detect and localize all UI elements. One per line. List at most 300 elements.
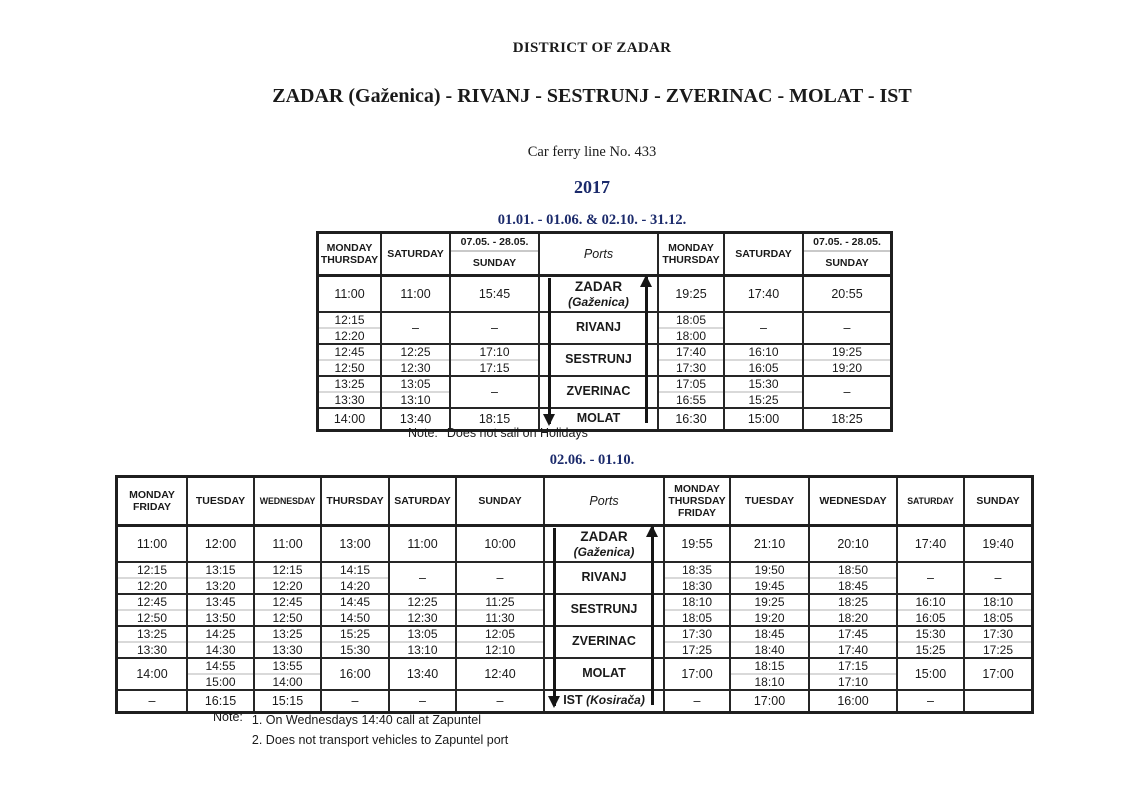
- time-cell: [803, 376, 892, 408]
- day-label: SATURDAY: [394, 495, 451, 507]
- time-value: –: [419, 570, 426, 585]
- day-column-header: [389, 477, 456, 526]
- time-cell: [964, 690, 1033, 713]
- time-cell: [321, 594, 389, 626]
- time-value: 14:00: [333, 411, 366, 426]
- port-cell: [544, 626, 664, 658]
- time-value: 11:00: [400, 286, 431, 301]
- time-value: 12:25: [382, 345, 449, 361]
- time-value: 17:25: [681, 642, 713, 657]
- time-cell: [381, 344, 450, 376]
- time-value: 15:45: [478, 286, 511, 301]
- time-value: 19:25: [675, 286, 707, 301]
- day-label: SATURDAY: [735, 248, 792, 260]
- day-label: TUESDAY: [195, 495, 246, 507]
- port-subname: (Gaženica): [573, 545, 635, 560]
- time-value: 18:15: [731, 659, 808, 675]
- time-cell: [450, 312, 539, 344]
- time-value: 17:05: [659, 377, 723, 393]
- time-value: 16:10: [898, 595, 963, 611]
- time-value: 18:15: [478, 411, 511, 426]
- time-cell: [964, 626, 1033, 658]
- time-cell: [664, 626, 730, 658]
- time-value: 17:45: [810, 627, 896, 643]
- time-value: 16:55: [675, 392, 707, 407]
- time-cell: [664, 690, 730, 713]
- time-cell: [964, 658, 1033, 690]
- time-value: 18:10: [665, 595, 729, 611]
- time-value: 18:25: [810, 595, 896, 611]
- time-value: 17:15: [479, 360, 510, 375]
- time-value: –: [927, 693, 934, 708]
- port-name: [545, 693, 663, 708]
- time-cell: [318, 344, 382, 376]
- time-value: 14:00: [272, 674, 303, 689]
- port-name: ZVERINAC: [566, 384, 631, 398]
- day-label: MONDAY: [326, 242, 373, 254]
- ferry-line-subtitle: Car ferry line No. 433: [527, 144, 657, 160]
- district-title: DISTRICT OF ZADAR: [512, 40, 672, 56]
- time-value: 18:10: [965, 595, 1031, 611]
- time-value: 13:55: [255, 659, 320, 675]
- time-cell: [381, 312, 450, 344]
- port-name: ZADAR: [580, 529, 628, 545]
- period-2-heading: 02.06. - 01.10.: [549, 452, 635, 468]
- time-value: 17:40: [659, 345, 723, 361]
- time-value: 15:15: [271, 693, 304, 708]
- port-name: RIVANJ: [581, 570, 627, 584]
- time-cell: [456, 594, 544, 626]
- time-cell: [809, 594, 897, 626]
- time-cell: [254, 658, 321, 690]
- time-value: 17:30: [675, 360, 707, 375]
- time-value: 13:20: [205, 578, 236, 593]
- time-cell: [318, 408, 382, 431]
- time-value: 13:40: [399, 411, 432, 426]
- note-label: Note:: [213, 710, 243, 724]
- time-cell: [187, 594, 254, 626]
- ports-column-header: Ports: [544, 477, 664, 526]
- time-cell: [724, 276, 803, 312]
- time-value: 13:05: [390, 627, 455, 643]
- time-cell: [658, 408, 724, 431]
- header-row: [117, 477, 1033, 526]
- day-label: THURSDAY: [668, 495, 726, 507]
- port-name: ZVERINAC: [572, 634, 636, 648]
- time-value: –: [496, 693, 504, 708]
- time-cell: [117, 526, 188, 562]
- time-value: –: [148, 693, 156, 708]
- time-value: 17:25: [982, 642, 1014, 657]
- date-range-label: 07.05. - 28.05.: [451, 234, 538, 252]
- time-value: 18:35: [665, 563, 729, 579]
- time-cell: [389, 562, 456, 594]
- time-value: 14:30: [205, 642, 236, 657]
- port-cell: [539, 312, 658, 344]
- time-cell: [450, 376, 539, 408]
- time-value: 16:05: [748, 360, 779, 375]
- time-cell: [897, 594, 964, 626]
- time-value: 12:10: [484, 642, 516, 657]
- time-value: 17:00: [681, 666, 713, 681]
- time-value: 15:00: [205, 674, 236, 689]
- time-value: 18:00: [675, 328, 707, 343]
- period-1-heading: 01.01. - 01.06. & 02.10. - 31.12.: [497, 212, 687, 228]
- time-value: 12:20: [272, 578, 303, 593]
- time-value: 11:00: [407, 536, 438, 551]
- time-cell: [897, 626, 964, 658]
- time-cell: [964, 526, 1033, 562]
- time-cell: [730, 690, 809, 713]
- time-value: 20:55: [831, 286, 863, 301]
- time-value: 12:45: [319, 345, 380, 361]
- day-column-header: [964, 477, 1033, 526]
- time-value: 19:45: [754, 578, 785, 593]
- time-value: 17:40: [914, 536, 947, 551]
- time-cell: [664, 526, 730, 562]
- time-value: 19:40: [982, 536, 1014, 551]
- time-value: 13:15: [188, 563, 253, 579]
- day-label: SUNDAY: [478, 495, 522, 507]
- time-value: 19:25: [731, 595, 808, 611]
- day-label: FRIDAY: [132, 501, 172, 513]
- time-value: 14:45: [322, 595, 388, 611]
- time-cell: [389, 626, 456, 658]
- time-cell: [897, 562, 964, 594]
- time-cell: [803, 276, 892, 312]
- time-cell: [724, 344, 803, 376]
- time-value: 16:15: [204, 693, 237, 708]
- time-value: 11:25: [457, 595, 543, 611]
- day-label: SUNDAY: [976, 495, 1020, 507]
- time-value: 10:00: [484, 536, 516, 551]
- day-label: TUESDAY: [744, 495, 795, 507]
- time-value: 14:00: [136, 666, 168, 681]
- time-value: 13:45: [188, 595, 253, 611]
- time-cell: [254, 562, 321, 594]
- time-value: 17:00: [982, 666, 1014, 681]
- day-label: SUNDAY: [472, 256, 517, 269]
- time-value: 16:30: [675, 411, 707, 426]
- time-value: 13:05: [382, 377, 449, 393]
- time-cell: [664, 658, 730, 690]
- day-column-header: [730, 477, 809, 526]
- time-value: 13:30: [334, 392, 365, 407]
- day-column-header: [724, 233, 803, 276]
- time-value: 21:10: [753, 536, 786, 551]
- time-value: 19:50: [731, 563, 808, 579]
- time-cell: [321, 658, 389, 690]
- time-value: 19:55: [681, 536, 713, 551]
- time-value: 13:50: [205, 610, 236, 625]
- time-value: 12:50: [272, 610, 303, 625]
- timetable-row: [117, 626, 1033, 658]
- time-value: 18:40: [754, 642, 785, 657]
- time-value: 13:25: [319, 377, 380, 393]
- time-cell: [664, 562, 730, 594]
- time-cell: [724, 312, 803, 344]
- time-cell: [450, 344, 539, 376]
- time-value: 12:15: [255, 563, 320, 579]
- time-value: 13:40: [406, 666, 439, 681]
- day-column-header: [318, 233, 382, 276]
- time-cell: [117, 626, 188, 658]
- time-value: 14:25: [188, 627, 253, 643]
- port-cell: [544, 690, 664, 713]
- time-value: 15:30: [725, 377, 802, 393]
- time-cell: [730, 658, 809, 690]
- port-cell: [539, 344, 658, 376]
- time-cell: [254, 526, 321, 562]
- time-value: –: [693, 693, 701, 708]
- port-name: MOLAT: [576, 411, 621, 426]
- time-value: 14:55: [188, 659, 253, 675]
- time-value: –: [843, 320, 851, 335]
- time-value: 13:30: [136, 642, 168, 657]
- port-cell: [544, 526, 664, 562]
- route-title: ZADAR (Gaženica) - RIVANJ - SESTRUNJ - ZVERINAC - MOLAT - IST: [272, 85, 912, 107]
- timetable-row: [117, 594, 1033, 626]
- time-cell: [381, 276, 450, 312]
- time-value: 11:00: [136, 536, 168, 551]
- time-value: 18:20: [837, 610, 869, 625]
- time-cell: [803, 312, 892, 344]
- time-value: –: [412, 320, 419, 335]
- time-cell: [321, 626, 389, 658]
- time-cell: [664, 594, 730, 626]
- time-cell: [809, 626, 897, 658]
- timetable-row: [117, 526, 1033, 562]
- port-subname: (Gaženica): [568, 295, 629, 310]
- note-summer: [213, 710, 508, 750]
- timetable-row: [318, 312, 892, 344]
- date-range-label: 07.05. - 28.05.: [804, 234, 890, 252]
- time-value: –: [843, 384, 851, 399]
- time-cell: [809, 658, 897, 690]
- time-value: 17:40: [837, 642, 869, 657]
- note-text: Does not sail on Holidays: [446, 426, 588, 440]
- port-cell: [544, 562, 664, 594]
- time-value: 13:25: [255, 627, 320, 643]
- time-value: 11:30: [485, 610, 515, 625]
- time-value: 15:00: [747, 411, 780, 426]
- time-cell: [809, 562, 897, 594]
- time-cell: [456, 562, 544, 594]
- time-value: 12:45: [118, 595, 186, 611]
- time-value: 18:45: [731, 627, 808, 643]
- day-label: MONDAY: [129, 489, 175, 501]
- time-cell: [897, 690, 964, 713]
- time-value: –: [491, 320, 498, 335]
- time-value: 11:00: [334, 286, 365, 301]
- time-value: 19:20: [754, 610, 785, 625]
- time-value: 18:30: [681, 578, 713, 593]
- time-value: 15:30: [898, 627, 963, 643]
- time-cell: [897, 526, 964, 562]
- time-value: 12:45: [255, 595, 320, 611]
- port-cell: [539, 376, 658, 408]
- time-value: 17:10: [837, 674, 869, 689]
- port-name: RIVANJ: [576, 320, 621, 334]
- day-column-header: [117, 477, 188, 526]
- time-cell: [964, 594, 1033, 626]
- time-value: –: [491, 384, 498, 399]
- day-column-header: [664, 477, 730, 526]
- time-cell: [456, 658, 544, 690]
- time-value: 18:45: [837, 578, 869, 593]
- time-cell: [321, 562, 389, 594]
- time-value: 12:00: [204, 536, 237, 551]
- time-cell: [318, 312, 382, 344]
- time-value: 15:25: [748, 392, 779, 407]
- day-column-header: [456, 477, 544, 526]
- time-value: 16:00: [339, 666, 371, 681]
- timetable-row: [117, 658, 1033, 690]
- day-column-header: [450, 233, 539, 276]
- time-cell: [187, 562, 254, 594]
- port-cell: [544, 594, 664, 626]
- time-cell: [730, 626, 809, 658]
- note-winter: [408, 426, 588, 440]
- day-label: WEDNESDAY: [259, 496, 316, 506]
- time-cell: [389, 526, 456, 562]
- port-name: ZADAR: [574, 279, 623, 295]
- time-value: 12:15: [319, 313, 380, 329]
- port-cell: [539, 276, 658, 312]
- note-text: 1. On Wednesdays 14:40 call at Zapuntel: [251, 713, 481, 727]
- time-value: 13:00: [339, 536, 371, 551]
- time-cell: [117, 594, 188, 626]
- time-value: 13:25: [118, 627, 186, 643]
- time-cell: [187, 626, 254, 658]
- time-cell: [809, 526, 897, 562]
- day-column-header: [897, 477, 964, 526]
- timetable-winter-table: [316, 231, 893, 432]
- day-label: WEDNESDAY: [819, 495, 887, 507]
- time-value: 12:50: [136, 610, 168, 625]
- time-value: 12:40: [484, 666, 516, 681]
- time-cell: [456, 526, 544, 562]
- time-value: 17:10: [451, 345, 538, 361]
- note-lines: [252, 710, 508, 750]
- day-label: SATURDAY: [907, 496, 954, 506]
- time-value: 15:30: [339, 642, 371, 657]
- time-value: 14:15: [322, 563, 388, 579]
- time-cell: [187, 526, 254, 562]
- day-label: THURSDAY: [326, 495, 384, 507]
- timetable-winter-wrap: [316, 231, 893, 432]
- time-value: 16:10: [725, 345, 802, 361]
- time-cell: [117, 658, 188, 690]
- day-label: SATURDAY: [387, 248, 444, 260]
- time-value: 17:30: [665, 627, 729, 643]
- time-value: 16:05: [915, 610, 946, 625]
- port-name: SESTRUNJ: [570, 602, 638, 616]
- time-cell: [318, 376, 382, 408]
- time-value: 18:10: [754, 674, 785, 689]
- time-cell: [187, 658, 254, 690]
- timetable-row: [318, 344, 892, 376]
- day-label: THURSDAY: [320, 254, 379, 266]
- time-cell: [724, 376, 803, 408]
- note-text: 2. Does not transport vehicles to Zapuntel port: [251, 733, 509, 747]
- time-value: –: [351, 693, 359, 708]
- time-value: 14:20: [339, 578, 371, 593]
- port-name: SESTRUNJ: [565, 352, 632, 366]
- time-value: 12:20: [136, 578, 168, 593]
- year-heading: 2017: [574, 177, 610, 197]
- note-label: Note:: [408, 426, 438, 440]
- time-value: 15:25: [915, 642, 946, 657]
- time-value: 13:10: [400, 392, 431, 407]
- time-cell: [803, 408, 892, 431]
- time-cell: [803, 344, 892, 376]
- day-column-header: [809, 477, 897, 526]
- day-column-header: [381, 233, 450, 276]
- day-column-header: [321, 477, 389, 526]
- timetable-row: [318, 276, 892, 312]
- time-value: –: [419, 693, 426, 708]
- time-cell: [389, 658, 456, 690]
- time-value: 14:50: [339, 610, 371, 625]
- time-value: 12:25: [390, 595, 455, 611]
- time-cell: [730, 526, 809, 562]
- timetable-row: [117, 562, 1033, 594]
- day-column-header: [254, 477, 321, 526]
- time-cell: [964, 562, 1033, 594]
- time-value: –: [927, 570, 934, 585]
- day-label: FRIDAY: [677, 507, 717, 519]
- time-cell: [389, 594, 456, 626]
- port-subname-text: (Kosirača): [586, 693, 645, 708]
- time-cell: [117, 562, 188, 594]
- time-cell: [658, 344, 724, 376]
- time-value: 15:25: [322, 627, 388, 643]
- time-value: 12:50: [334, 360, 365, 375]
- time-value: 20:10: [837, 536, 869, 551]
- day-column-header: [658, 233, 724, 276]
- day-label: MONDAY: [668, 242, 714, 254]
- time-value: 17:15: [810, 659, 896, 675]
- time-cell: [658, 312, 724, 344]
- header-row: [318, 233, 892, 276]
- time-value: 12:20: [334, 328, 365, 343]
- time-cell: [117, 690, 188, 713]
- timetable-summer-table: [115, 475, 1034, 714]
- time-value: 12:30: [407, 610, 438, 625]
- port-name-text: IST: [563, 693, 583, 708]
- time-value: 19:20: [831, 360, 863, 375]
- time-value: –: [496, 570, 504, 585]
- time-cell: [897, 658, 964, 690]
- time-value: 17:00: [753, 693, 786, 708]
- time-cell: [254, 594, 321, 626]
- time-value: 18:05: [659, 313, 723, 329]
- time-value: 17:40: [747, 286, 780, 301]
- day-column-header: [187, 477, 254, 526]
- time-value: –: [760, 320, 767, 335]
- time-value: 12:30: [400, 360, 431, 375]
- time-cell: [450, 276, 539, 312]
- time-value: 12:15: [118, 563, 186, 579]
- day-column-header: [803, 233, 892, 276]
- time-cell: [809, 690, 897, 713]
- time-cell: [658, 276, 724, 312]
- time-value: 16:00: [837, 693, 869, 708]
- ports-column-header: Ports: [539, 233, 658, 276]
- time-value: 13:10: [407, 642, 438, 657]
- time-value: 11:00: [272, 536, 303, 551]
